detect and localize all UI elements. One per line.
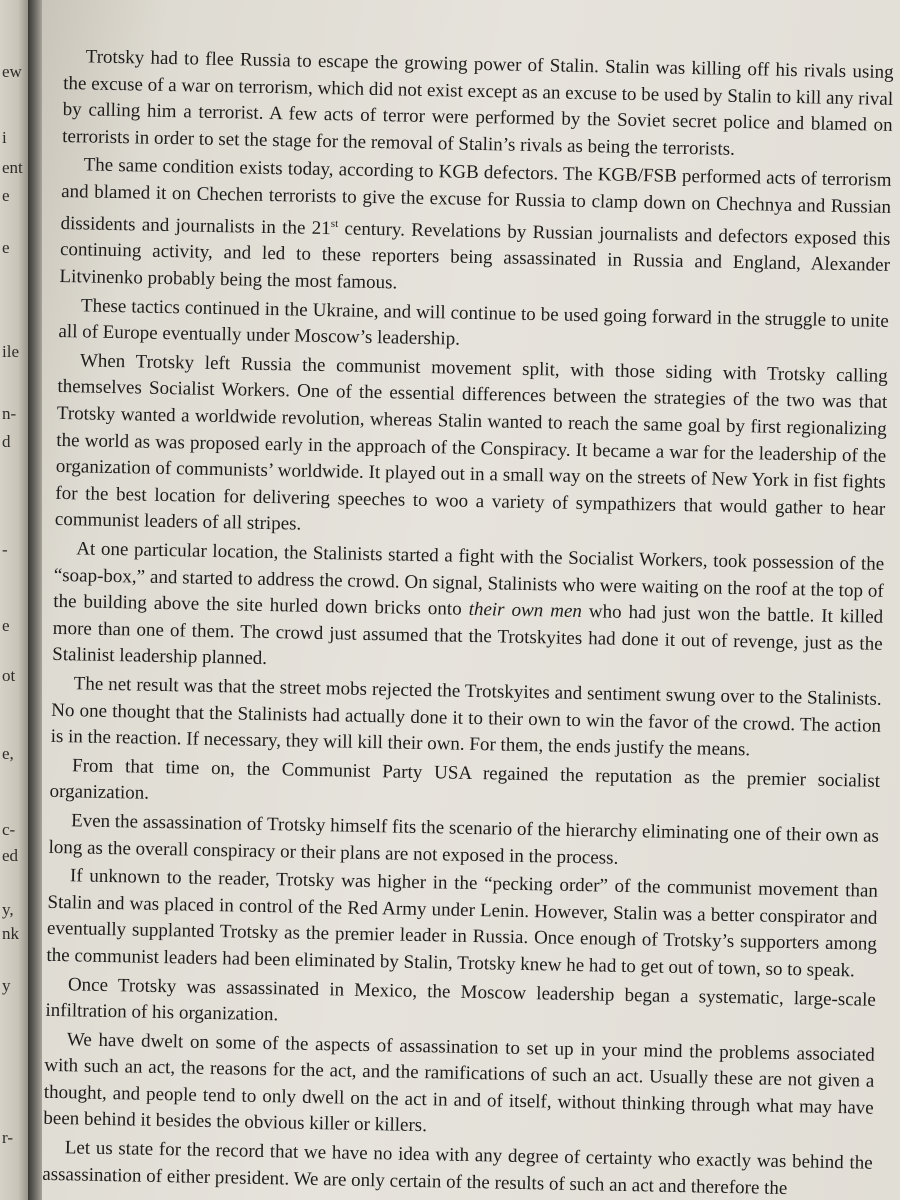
facing-page-fragment: c-: [2, 820, 16, 839]
paragraph: At one particular location, the Stalinists started a fight with the Socialist Workers, took possession of the “soap-box,” and started to address the crowd. On signal, Stalinists who were waiting on the roof at the top of the building above the site hurled down bricks onto their own men who had just won the battle. It killed more than one of them. The crowd just assumed that the Trotskyites had done it out of revenge, just as the Stalinist leadership planned.: [52, 538, 885, 670]
paragraph: Even the assassination of Trotsky himself fits the scenario of the hierarchy eliminating one of their own as long as the overall conspiracy or their plans are not exposed in the process.: [48, 810, 880, 869]
facing-page-fragment: ew: [2, 62, 22, 81]
facing-page-fragment: e: [2, 238, 10, 257]
facing-page-fragment: ent: [2, 158, 23, 177]
facing-page-fragment: e,: [2, 744, 14, 763]
facing-page-fragment: nk: [2, 924, 19, 943]
facing-page-fragment: i: [2, 128, 7, 147]
facing-page-fragment: e: [2, 186, 10, 205]
facing-page-fragment: n-: [2, 404, 17, 423]
body-text: [42, 44, 894, 1200]
paragraph: If unknown to the reader, Trotsky was higher in the “pecking order” of the communist movement than Stalin and was placed in control of the Red Army under Lenin. However, Stalin was a better conspirator and eventually supplanted Trotsky as the premier leader in Russia. Once enough of Trotsky’s supporters among the communist leaders had been eliminated by Stalin, Trotsky knew he had to get out of town, so to speak.: [46, 865, 879, 982]
paragraph: From that time on, the Communist Party USA regained the reputation as the premier socialist organization.: [49, 755, 881, 805]
paragraph: The net result was that the street mobs rejected the Trotskyites and sentiment swung over to the Stalinists. No one thought that the Stalinists had actually done it to their own to win the favor of the crowd. The action is in the reaction. If necessary, they will kill their own. For them, the ends justify the means.: [50, 673, 882, 761]
facing-page-edge: [0, 0, 30, 1200]
paragraph-text-a: The same condition exists today, according to KGB defectors. The KGB/FSB performed acts of terrorism and blamed it on Chechen terrorists to give the excuse for Russia to clamp down on Chechnya and Russian dissidents and journalists in the 21st century. Revelations by Russian journalists and defectors exposed this continuing activity, and led to these reporters being assassinated in Russia and England, Alexander Litvinenko probably being the most famous.: [59, 154, 892, 294]
facing-page-fragment: ile: [2, 342, 19, 361]
paragraph: Once Trotsky was assassinated in Mexico, the Moscow leadership began a systematic, large-scale infiltration of his organization.: [45, 973, 877, 1026]
paragraph: We have dwelt on some of the aspects of assassination to set up in your mind the problems associated with such an act, the reasons for the act, and the ramifications of such an act. Usually these are not given a thought, and people tend to only dwell on the act in and of itself, without thinking through what may have been behind it besides the obvious killer or killers.: [43, 1028, 875, 1137]
facing-page-fragment: d: [2, 432, 11, 451]
facing-page-fragment: e: [2, 616, 10, 635]
paragraph: When Trotsky left Russia the communist movement split, with those siding with Trotsky calling themselves Socialist Workers. One of the essential differences between the strategies of the two was that Trotsky wanted a worldwide revolution, whereas Stalin wanted to reach the same goal by first regionalizing the world as was proposed early in the approach of the Conspiracy. It became a war for the leadership of the organization of communists’ worldwide. It played out in a small way on the streets of New York in fist fights for the best location for delivering speeches to woo a variety of sympathizers that would gather to hear communist leaders of all stripes.: [54, 350, 888, 536]
facing-page-fragment: r-: [2, 1128, 13, 1147]
paragraph: Let us state for the record that we have no idea with any degree of certainty who exactly was behind the assassination of either president. We are only certain of the results of such an act and therefore the: [42, 1137, 873, 1199]
facing-page-fragment: y,: [2, 900, 14, 919]
paragraph: Trotsky had to flee Russia to escape the growing power of Stalin. Stalin was killing off his rivals using the excuse of a war on terrorism, which did not exist except as an excuse to be used by Stalin to kill any rival by calling him a terrorist. A few acts of terror were performed by the Soviet secret police and blamed on terrorists in order to set the stage for the removal of Stalin’s rivals as being the terrorists.: [62, 46, 894, 160]
facing-page-fragment: y: [2, 976, 11, 995]
facing-page-fragment: ot: [2, 666, 16, 685]
paragraph: [59, 152, 892, 306]
book-page: [42, 0, 900, 1200]
facing-page-fragment: -: [2, 540, 8, 559]
facing-page-fragment: ed: [2, 846, 19, 865]
paragraph: These tactics continued in the Ukraine, and will continue to be used going forward in the struggle to unite all of Europe eventually under Moscow’s leadership.: [58, 295, 890, 350]
